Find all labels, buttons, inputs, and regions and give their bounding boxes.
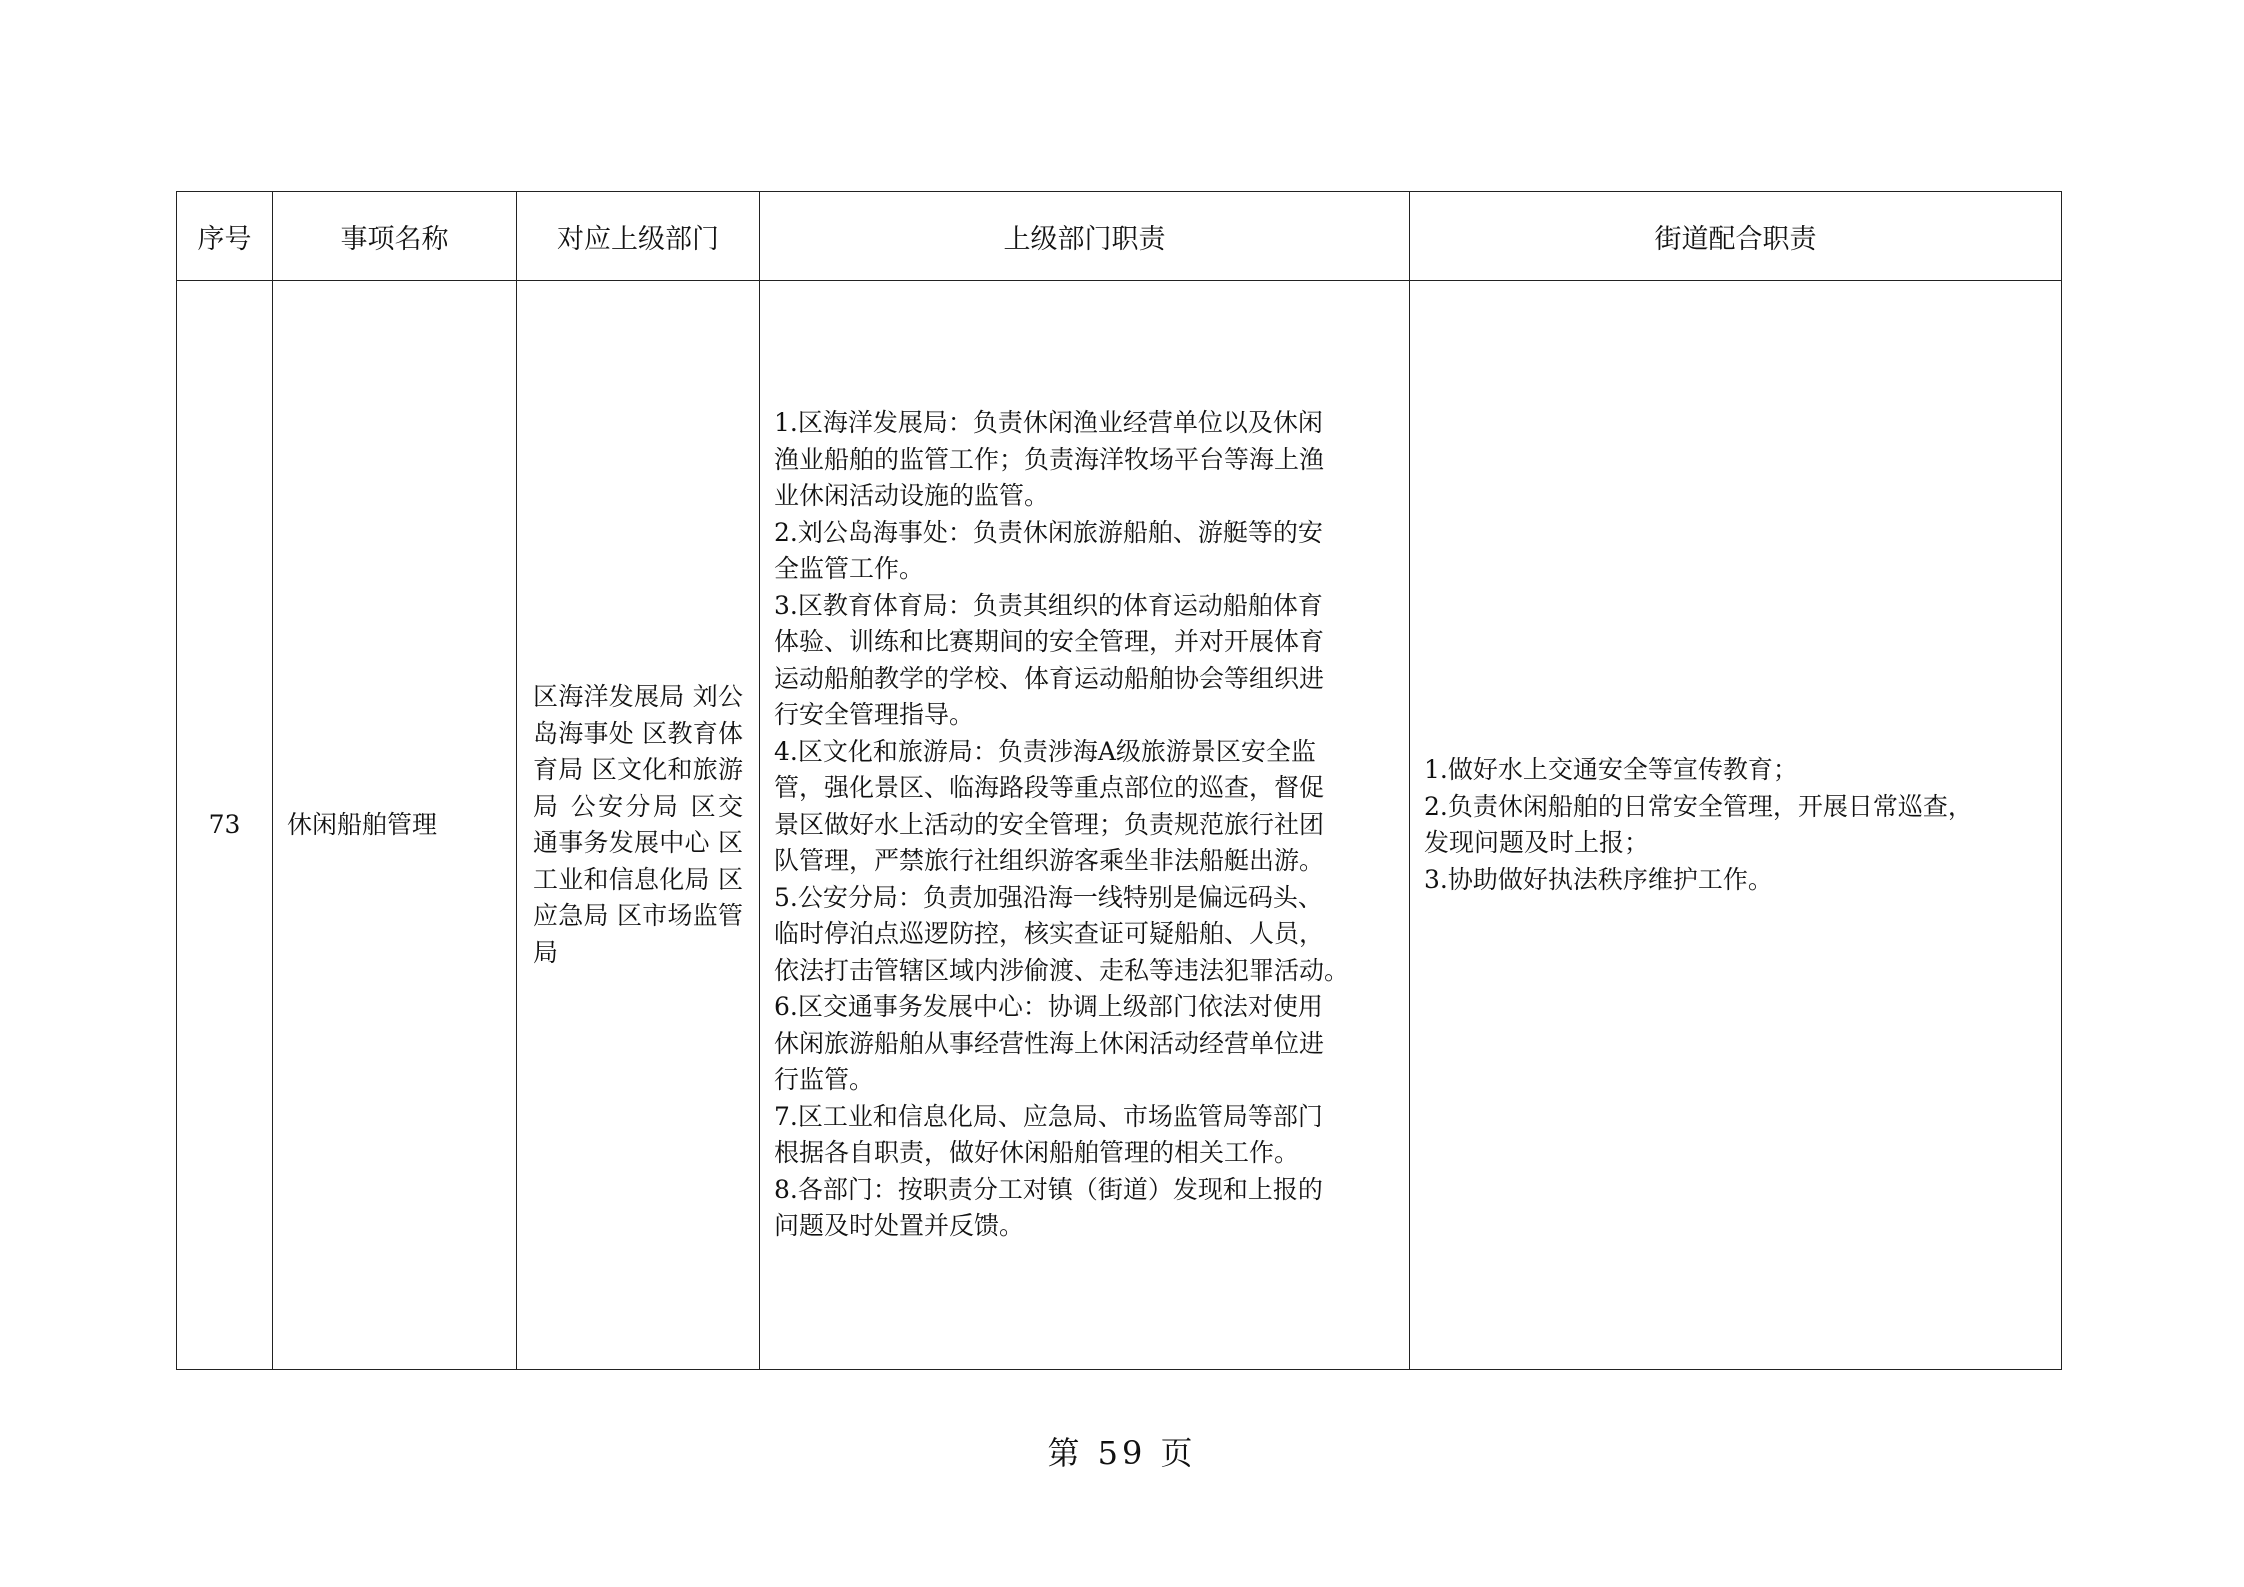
page-number: 第 59 页	[1047, 1434, 1197, 1472]
header-department-duties: 上级部门职责	[760, 192, 1410, 281]
duty-line: 依法打击管辖区域内涉偷渡、走私等违法犯罪活动。	[774, 955, 1350, 985]
duty-line: 队管理，严禁旅行社组织游客乘坐非法船艇出游。	[774, 846, 1325, 876]
header-superior-department: 对应上级部门	[517, 192, 760, 281]
assist-line: 1.做好水上交通安全等宣传教育；	[1424, 755, 1798, 784]
duty-line: 业休闲活动设施的监管。	[774, 481, 1050, 511]
duty-line: 4.区文化和旅游局：负责涉海A级旅游景区安全监	[774, 736, 1316, 766]
table-header-row	[177, 192, 2062, 281]
duty-line: 景区做好水上活动的安全管理；负责规范旅行社团	[774, 809, 1325, 839]
duty-line: 休闲旅游船舶从事经营性海上休闲活动经营单位进	[774, 1028, 1325, 1058]
assist-line: 2.负责休闲船舶的日常安全管理，开展日常巡查，	[1424, 791, 1973, 821]
duty-line: 3.区教育体育局：负责其组织的体育运动船舶体育	[774, 590, 1323, 620]
assist-line: 发现问题及时上报；	[1424, 828, 1650, 857]
cell-street-cooperation-duties	[1410, 281, 2062, 1370]
duty-line: 5.公安分局：负责加强沿海一线特别是偏远码头、	[774, 882, 1323, 912]
cell-superior-department: 区海洋发展局 刘公岛海事处 区教育体育局 区文化和旅游局 公安分局 区交通事务发展中心 区工业和信息化局 区应急局 区市场监管局	[517, 281, 760, 1370]
duty-line: 运动船舶教学的学校、体育运动船舶协会等组织进	[774, 663, 1325, 693]
assist-line: 3.协助做好执法秩序维护工作。	[1424, 864, 1773, 894]
header-no: 序号	[177, 192, 273, 281]
duty-line: 2.刘公岛海事处：负责休闲旅游船舶、游艇等的安	[774, 517, 1323, 547]
duty-line: 根据各自职责，做好休闲船舶管理的相关工作。	[774, 1138, 1300, 1168]
duty-line: 7.区工业和信息化局、应急局、市场监管局等部门	[774, 1101, 1323, 1131]
cell-no: 73	[177, 281, 273, 1370]
cell-department-duties	[760, 281, 1410, 1370]
header-street-cooperation-duties: 街道配合职责	[1410, 192, 2062, 281]
duty-line: 6.区交通事务发展中心：协调上级部门依法对使用	[774, 992, 1323, 1022]
duty-table	[176, 191, 2062, 1370]
table-row	[177, 281, 2062, 1370]
duty-line: 问题及时处置并反馈。	[774, 1211, 1025, 1241]
duty-line: 1.区海洋发展局：负责休闲渔业经营单位以及休闲	[774, 408, 1323, 438]
duty-line: 渔业船舶的监管工作；负责海洋牧场平台等海上渔	[774, 444, 1325, 474]
duty-line: 临时停泊点巡逻防控，核实查证可疑船舶、人员，	[774, 919, 1325, 949]
duty-line: 行安全管理指导。	[774, 700, 975, 730]
duty-line: 全监管工作。	[774, 554, 925, 584]
duty-line: 8.各部门：按职责分工对镇（街道）发现和上报的	[774, 1174, 1323, 1204]
duty-line: 体验、训练和比赛期间的安全管理，并对开展体育	[774, 627, 1325, 657]
duty-line: 管，强化景区、临海路段等重点部位的巡查，督促	[774, 773, 1325, 803]
header-item-name: 事项名称	[273, 192, 517, 281]
duty-line: 行监管。	[774, 1065, 875, 1095]
cell-item-name: 休闲船舶管理	[273, 281, 517, 1370]
